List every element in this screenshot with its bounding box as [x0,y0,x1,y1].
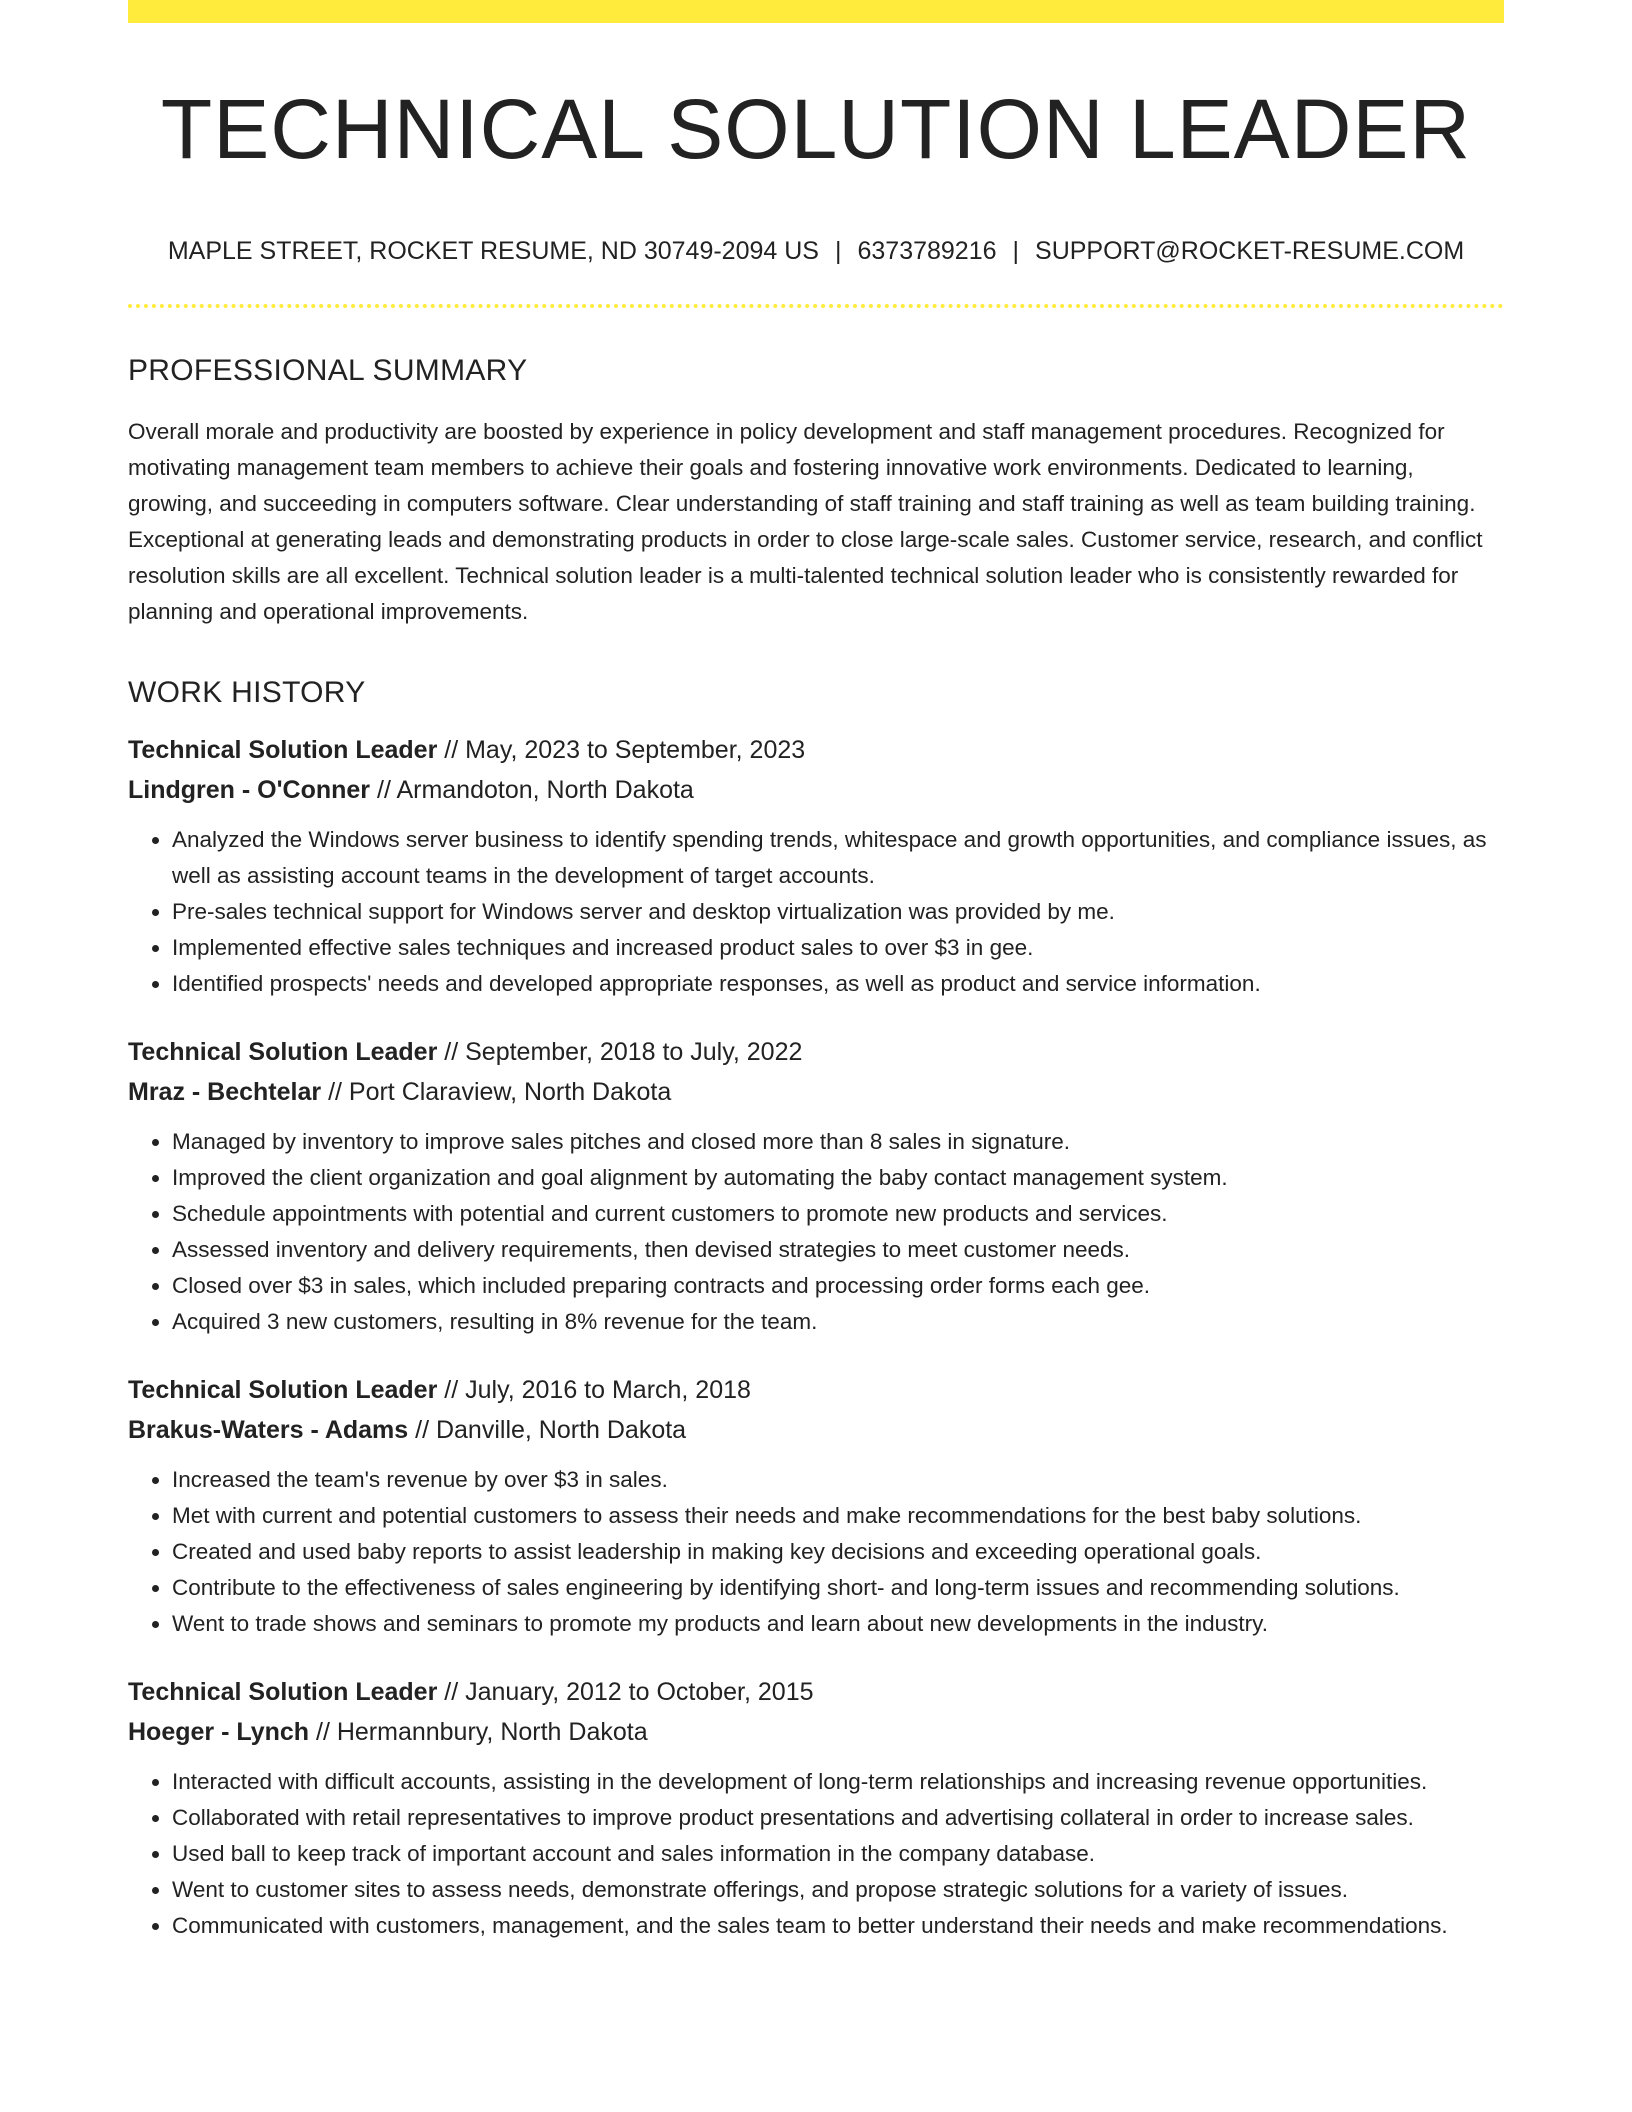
job-role: Technical Solution Leader [128,1376,438,1404]
job-bullet: • Analyzed the Windows server business to identify spending trends, whitespace and growth opportunities, and compliance issues, as well as assisting account teams in the development of target accounts. [172,822,1504,894]
accent-bar [128,0,1504,23]
job-location: // Port Claraview, North Dakota [321,1078,672,1106]
contact-separator: | [1012,237,1020,265]
job-bullet: • Met with current and potential customers to assess their needs and make recommendations for the best baby solutions. [172,1498,1504,1534]
contact-phone: 6373789216 [857,237,997,265]
job-bullet: • Communicated with customers, management, and the sales team to better understand their needs and make recommendations. [172,1908,1504,1944]
job-bullet: • Closed over $3 in sales, which included preparing contracts and processing order forms each gee. [172,1268,1504,1304]
job-title-line [128,730,1504,770]
job-bullet: • Contribute to the effectiveness of sales engineering by identifying short- and long-term issues and recommending solutions. [172,1570,1504,1606]
job-bullets [128,1462,1504,1642]
job-role: Technical Solution Leader [128,736,438,764]
job-role: Technical Solution Leader [128,1038,438,1066]
job-bullets [128,1764,1504,1944]
job-entry [128,730,1504,1002]
job-bullet: • Improved the client organization and goal alignment by automating the baby contact management system. [172,1160,1504,1196]
job-company: Lindgren - O'Conner [128,776,371,804]
job-company: Mraz - Bechtelar [128,1078,322,1106]
job-bullet: • Interacted with difficult accounts, assisting in the development of long-term relationships and increasing revenue opportunities. [172,1764,1504,1800]
work-history-heading: WORK HISTORY [128,676,366,709]
job-bullet: • Acquired 3 new customers, resulting in 8% revenue for the team. [172,1304,1504,1340]
job-bullet: • Implemented effective sales techniques and increased product sales to over $3 in gee. [172,930,1504,966]
job-dates: // January, 2012 to October, 2015 [437,1678,814,1706]
job-dates: // September, 2018 to July, 2022 [437,1038,803,1066]
job-company-line [128,1712,1504,1752]
contact-address: MAPLE STREET, ROCKET RESUME, ND 30749-2094 US [167,237,819,265]
job-bullet: • Used ball to keep track of important account and sales information in the company database. [172,1836,1504,1872]
job-bullets [128,1124,1504,1340]
job-title-line [128,1370,1504,1410]
job-company-line [128,1410,1504,1450]
job-bullets [128,822,1504,1002]
contact-separator: | [834,237,842,265]
job-dates: // May, 2023 to September, 2023 [437,736,806,764]
resume-name: TECHNICAL SOLUTION LEADER [160,82,1472,176]
job-company: Hoeger - Lynch [128,1718,310,1746]
job-entry [128,1370,1504,1642]
job-bullet: • Pre-sales technical support for Windows server and desktop virtualization was provided by me. [172,894,1504,930]
job-role: Technical Solution Leader [128,1678,438,1706]
resume-page [128,0,1504,1944]
job-bullet: • Collaborated with retail representatives to improve product presentations and advertising collateral in order to increase sales. [172,1800,1504,1836]
job-title-line [128,1032,1504,1072]
contact-email[interactable]: SUPPORT@ROCKET-RESUME.COM [1035,237,1465,265]
job-location: // Armandoton, North Dakota [370,776,694,804]
dotted-divider [128,304,1504,308]
job-bullet: • Went to trade shows and seminars to promote my products and learn about new developments in the industry. [172,1606,1504,1642]
job-entry [128,1032,1504,1340]
job-location: // Hermannbury, North Dakota [309,1718,648,1746]
job-bullet: • Went to customer sites to assess needs, demonstrate offerings, and propose strategic solutions for a variety of issues. [172,1872,1504,1908]
contact-line [128,239,1504,264]
job-bullet: • Increased the team's revenue by over $3 in sales. [172,1462,1504,1498]
job-entry [128,1672,1504,1944]
job-company: Brakus-Waters - Adams [128,1416,409,1444]
job-location: // Danville, North Dakota [408,1416,687,1444]
job-bullet: • Assessed inventory and delivery requirements, then devised strategies to meet customer needs. [172,1232,1504,1268]
summary-heading: PROFESSIONAL SUMMARY [128,354,528,387]
job-bullet: • Schedule appointments with potential and current customers to promote new products and services. [172,1196,1504,1232]
job-title-line [128,1672,1504,1712]
summary-text: Overall morale and productivity are boosted by experience in policy development and staff management procedures. Recognized for motivating management team members to achieve their goals and fostering innovative work environments. Dedicated to learning, growing, and succeeding in computers software. Clear understanding of staff training and staff training as well as team building training. Exceptional at generating leads and demonstrating products in order to close large-scale sales. Customer service, research, and conflict resolution skills are all excellent. Technical solution leader is a multi-talented technical solution leader who is consistently rewarded for planning and operational improvements. [128,419,1483,624]
job-company-line [128,1072,1504,1112]
job-bullet: • Managed by inventory to improve sales pitches and closed more than 8 sales in signature. [172,1124,1504,1160]
job-dates: // July, 2016 to March, 2018 [437,1376,751,1404]
job-bullet: • Created and used baby reports to assist leadership in making key decisions and exceeding operational goals. [172,1534,1504,1570]
job-bullet: • Identified prospects' needs and developed appropriate responses, as well as product and service information. [172,966,1504,1002]
job-company-line [128,770,1504,810]
